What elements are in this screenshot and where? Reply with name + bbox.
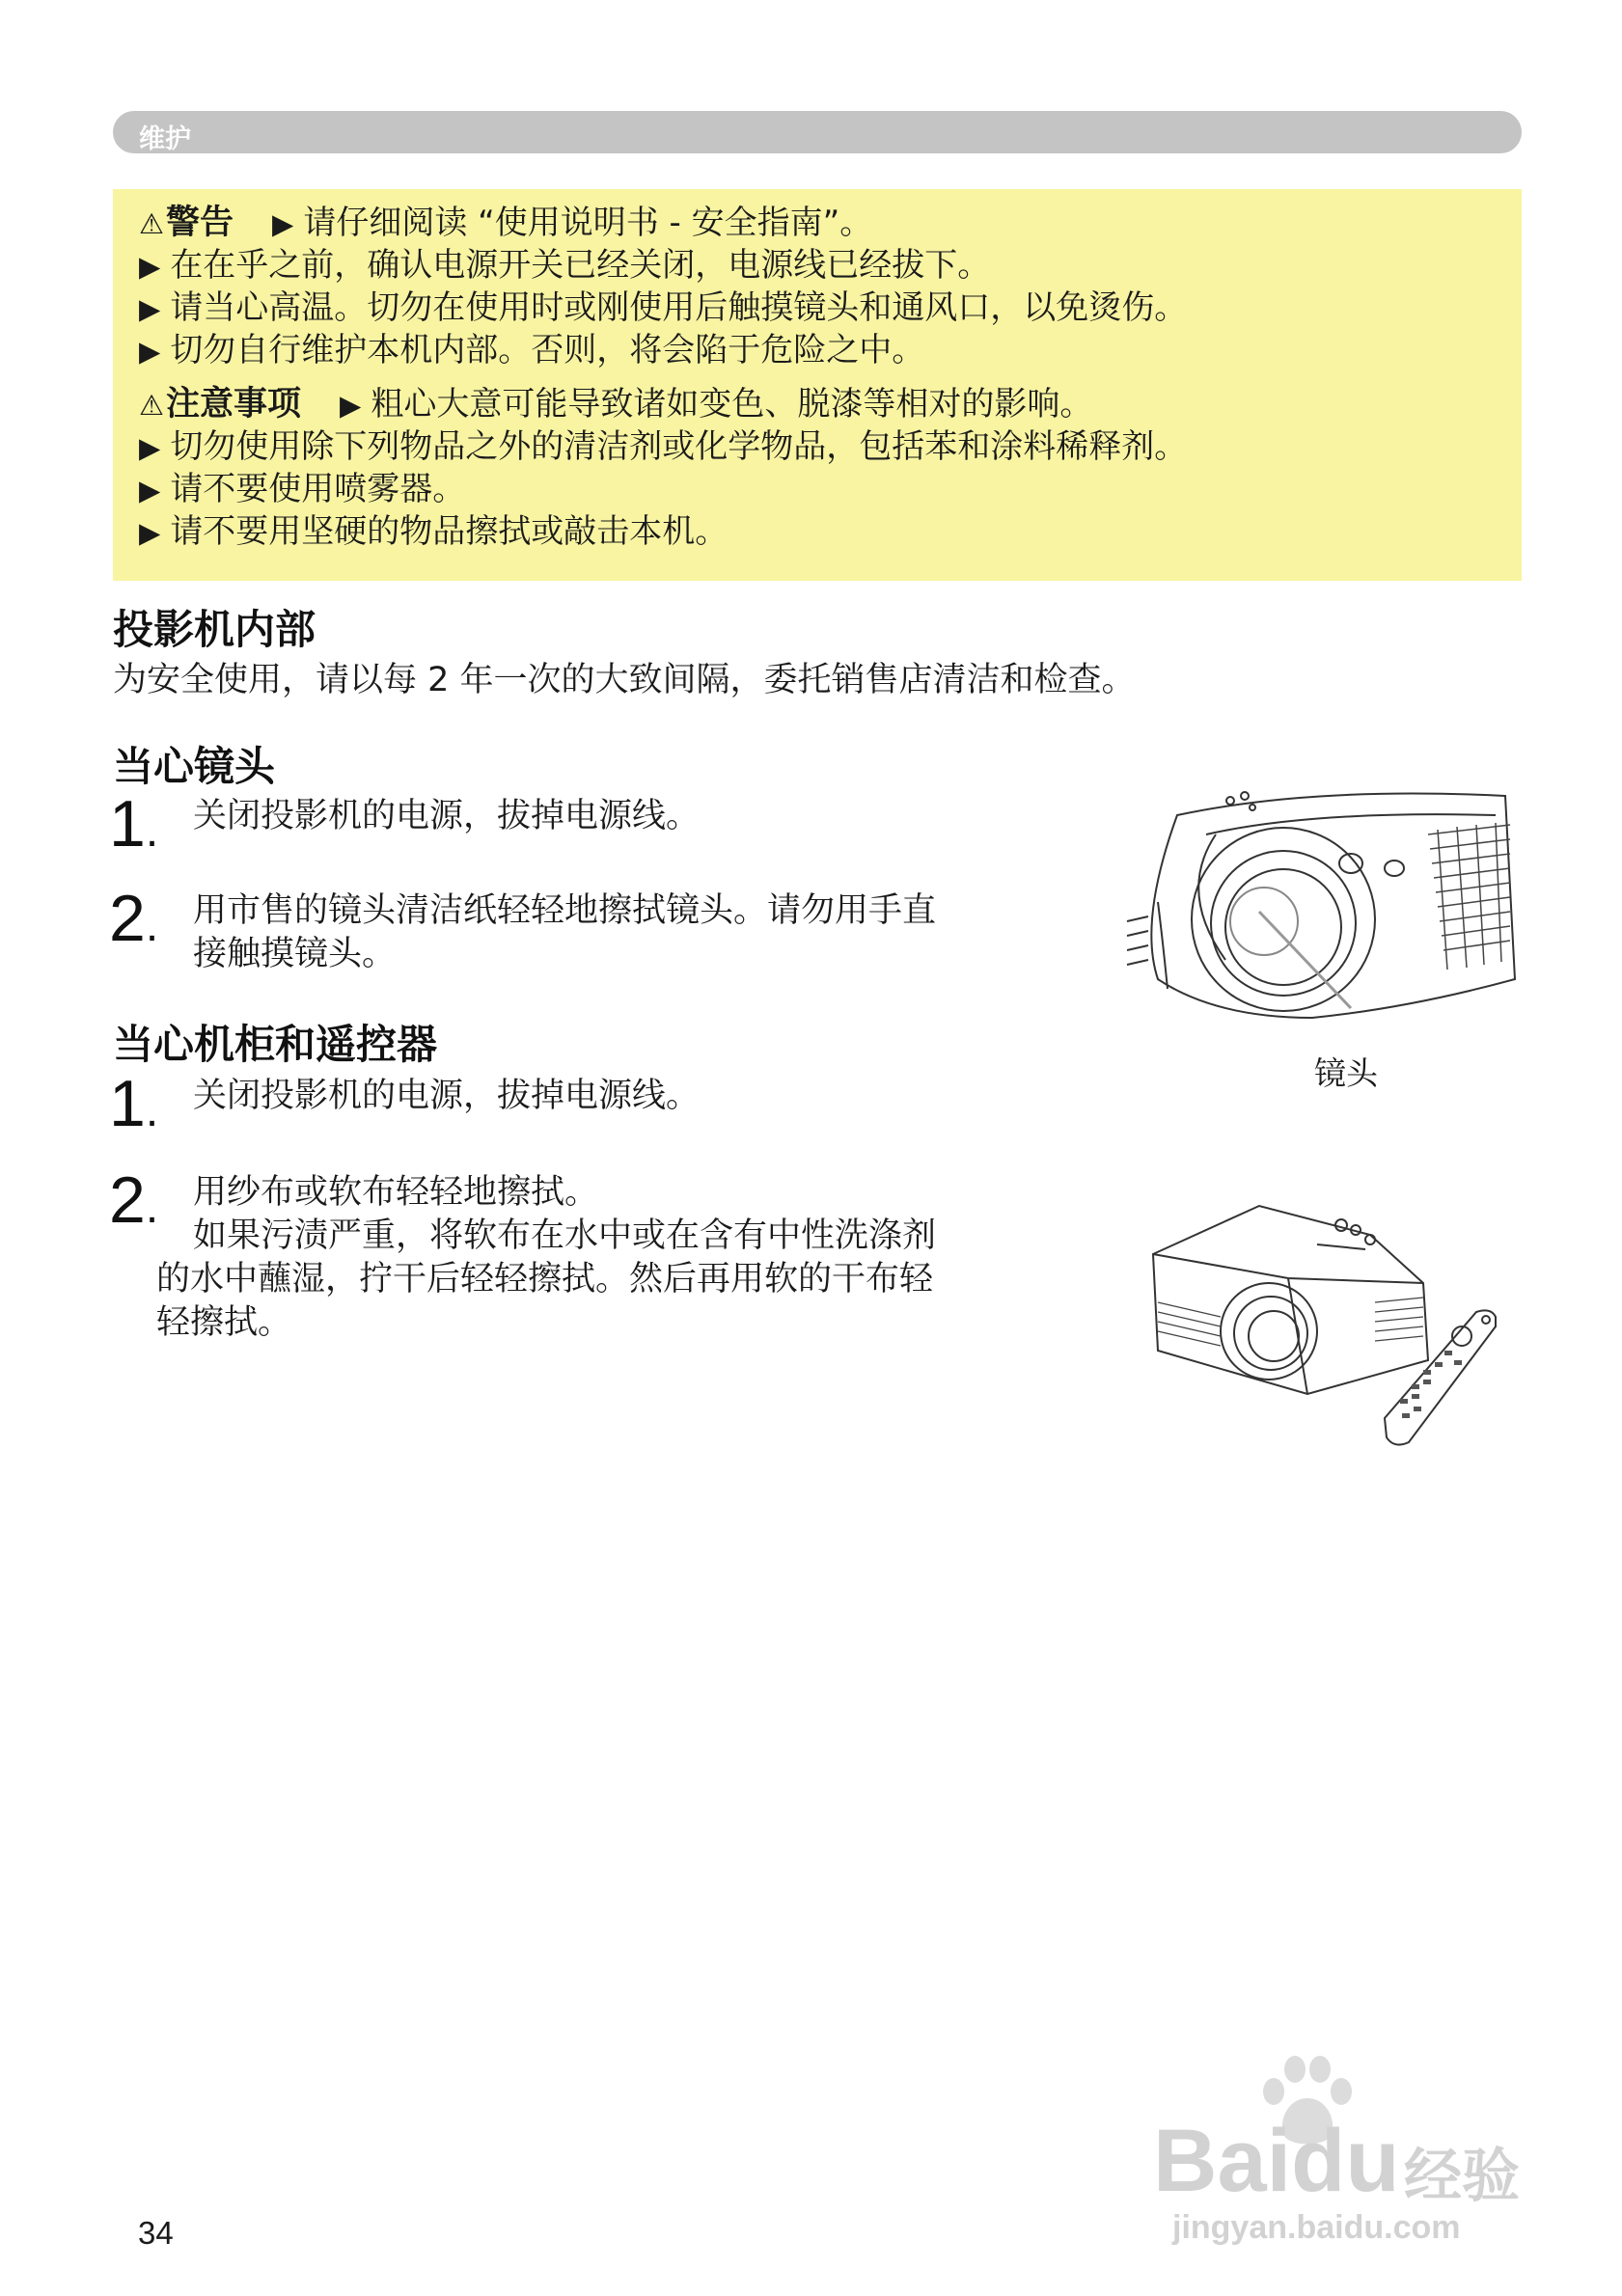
lens-step-1-number: 1.: [109, 787, 159, 861]
warning-heading-line: [139, 203, 872, 244]
interior-heading: 投影机内部: [113, 606, 316, 653]
arrow-icon: ▶: [272, 207, 294, 240]
warning-heading: 警告: [166, 204, 234, 242]
caution-item: [139, 426, 1187, 468]
lens-heading: 当心镜头: [113, 743, 276, 790]
lens-label: 镜头: [1314, 1054, 1378, 1092]
arrow-icon: ▶: [139, 474, 161, 506]
lens-step-2-line-2: 接触摸镜头。: [193, 935, 397, 973]
lens-step-1-text: 关闭投影机的电源，拔掉电源线。: [193, 797, 701, 835]
arrow-icon: ▶: [139, 292, 161, 325]
caution-line: 请不要使用喷雾器。: [170, 470, 466, 508]
baidu-watermark: [1153, 2055, 1539, 2248]
caution-triangle-icon: ⚠: [139, 389, 164, 422]
caution-heading: 注意事项: [166, 385, 302, 424]
watermark-brand: Baidu: [1153, 2112, 1400, 2210]
warning-triangle-icon: ⚠: [139, 207, 164, 240]
caution-line: 请不要用坚硬的物品擦拭或敲击本机。: [170, 512, 729, 551]
cabinet-step-2-line-2: 如果污渍严重，将软布在水中或在含有中性洗涤剂: [193, 1216, 937, 1255]
section-title: 维护: [139, 124, 191, 154]
caution-item: [139, 511, 728, 553]
warning-item: [139, 287, 1187, 329]
arrow-icon: ▶: [340, 389, 362, 422]
warning-box: [113, 189, 1522, 581]
arrow-icon: ▶: [139, 516, 161, 549]
warning-line: 请当心高温。切勿在使用时或刚使用后触摸镜头和通风口，以免烫伤。: [170, 288, 1188, 327]
lens-step-2-number: 2.: [109, 882, 159, 955]
cabinet-step-1-number: 1.: [109, 1067, 159, 1140]
warning-item: [139, 330, 924, 371]
cabinet-step-2-line-1: 用纱布或软布轻轻地擦拭。: [193, 1173, 599, 1212]
cabinet-step-2-line-4: 轻擦拭。: [156, 1303, 292, 1342]
cabinet-step-1-text: 关闭投影机的电源，拔掉电源线。: [193, 1077, 701, 1115]
arrow-icon: ▶: [139, 250, 161, 283]
watermark-suffix: 经验: [1404, 2143, 1520, 2210]
page-number: 34: [138, 2215, 174, 2251]
caution-heading-line: [139, 384, 1092, 425]
warning-item: [139, 245, 990, 287]
warning-line: 在在乎之前，确认电源开关已经关闭，电源线已经拔下。: [170, 246, 991, 285]
section-header-bar: [113, 111, 1522, 153]
warning-line: 请仔细阅读 “使用说明书 - 安全指南”。: [303, 204, 873, 242]
arrow-icon: ▶: [139, 335, 161, 368]
warning-line: 切勿自行维护本机内部。否则，将会陷于危险之中。: [170, 331, 925, 369]
arrow-icon: ▶: [139, 431, 161, 464]
lens-step-2-line-1: 用市售的镜头清洁纸轻轻地擦拭镜头。请勿用手直: [193, 891, 937, 930]
projector-remote-illustration: [1143, 1196, 1510, 1457]
cabinet-step-2-number: 2.: [109, 1163, 159, 1237]
caution-item: [139, 469, 465, 510]
caution-line: 切勿使用除下列物品之外的清洁剂或化学物品，包括苯和涂料稀释剂。: [170, 427, 1188, 466]
cabinet-heading: 当心机柜和遥控器: [113, 1021, 438, 1068]
caution-line: 粗心大意可能导致诸如变色、脱漆等相对的影响。: [371, 385, 1093, 424]
watermark-url: jingyan.baidu.com: [1172, 2209, 1461, 2246]
cabinet-step-2-line-3: 的水中蘸湿，拧干后轻轻擦拭。然后再用软的干布轻: [156, 1260, 934, 1298]
interior-text: 为安全使用，请以每 2 年一次的大致间隔，委托销售店清洁和检查。: [113, 661, 1136, 699]
projector-lens-illustration: [1119, 777, 1525, 1066]
